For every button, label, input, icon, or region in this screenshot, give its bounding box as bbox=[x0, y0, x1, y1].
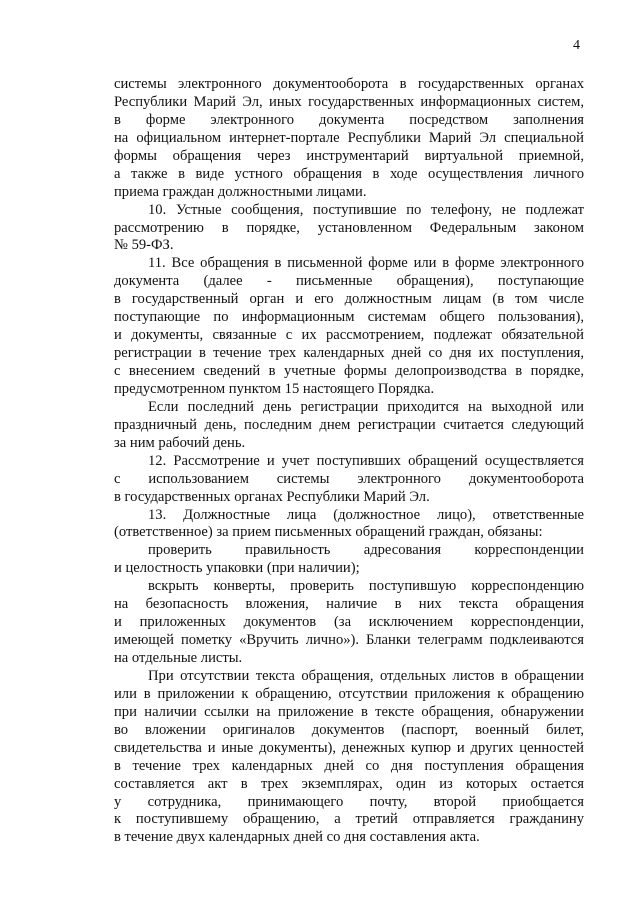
text-line: При отсутствии текста обращения, отдельных листов в обращении bbox=[148, 667, 584, 684]
text-line: в течение трех календарных дней со дня поступления обращения bbox=[114, 757, 584, 774]
text-line: проверить правильность адресования корреспонденции bbox=[148, 542, 584, 559]
text-line: и целостность упаковки (при наличии); bbox=[114, 560, 360, 577]
text-line: с использованием системы электронного документооборота bbox=[114, 470, 584, 487]
document-body bbox=[114, 76, 584, 847]
text-line: свидетельства и иные документы), денежных купюр и других ценностей bbox=[114, 739, 584, 756]
text-line: 12. Рассмотрение и учет поступивших обращений осуществляется bbox=[148, 452, 584, 469]
text-line: на отдельные листы. bbox=[114, 650, 243, 666]
text-line: вскрыть конверты, проверить поступившую корреспонденцию bbox=[148, 578, 584, 595]
text-line: приема граждан должностными лицами. bbox=[114, 183, 367, 200]
text-line: с внесением сведений в учетные формы делопроизводства в порядке, bbox=[114, 363, 584, 379]
text-line: к поступившему обращению, а третий отправляется гражданину bbox=[114, 811, 584, 828]
text-line: у сотрудника, принимающего почту, второй приобщается bbox=[114, 793, 584, 810]
text-line: праздничный день, последним днем регистрации считается следующий bbox=[114, 416, 584, 433]
text-line: Республики Марий Эл, иных государственных информационных систем, bbox=[114, 93, 584, 110]
text-line: составляется акт в трех экземплярах, один из которых остается bbox=[114, 775, 584, 792]
text-line: документа (далее - письменные обращения), поступающие bbox=[114, 273, 584, 290]
text-line: в государственный орган и его должностным лицам (в том числе bbox=[114, 291, 584, 308]
text-line: а также в виде устного обращения в ходе осуществления личного bbox=[114, 165, 584, 182]
text-line: Если последний день регистрации приходится на выходной или bbox=[148, 398, 584, 415]
text-line: при наличии ссылки на приложение в тексте обращения, обнаружении bbox=[114, 703, 584, 720]
text-line: в государственных органах Республики Марий Эл. bbox=[114, 488, 430, 505]
text-line: на официальном интернет-портале Республики Марий Эл специальной bbox=[114, 129, 584, 146]
text-line: № 59-ФЗ. bbox=[114, 237, 174, 254]
text-line: за ним рабочий день. bbox=[114, 434, 246, 451]
text-line: системы электронного документооборота в государственных органах bbox=[114, 76, 584, 92]
text-line: и приложенных документов (за исключением корреспонденции, bbox=[114, 614, 584, 631]
text-line: (ответственное) за прием письменных обращений граждан, обязаны: bbox=[114, 524, 543, 541]
text-line: регистрации в течение трех календарных дней со дня их поступления, bbox=[114, 345, 584, 362]
text-line: в форме электронного документа посредством заполнения bbox=[114, 111, 584, 128]
text-line: и документы, связанные с их рассмотрением, подлежат обязательной bbox=[114, 327, 584, 344]
text-line: в течение двух календарных дней со дня составления акта. bbox=[114, 829, 480, 846]
text-line: на безопасность вложения, наличие в них текста обращения bbox=[114, 596, 584, 613]
text-line: рассмотрению в порядке, установленном Федеральным законом bbox=[114, 219, 584, 236]
page-number: 4 bbox=[573, 38, 580, 53]
text-line: предусмотренном пунктом 15 настоящего Порядка. bbox=[114, 380, 435, 397]
text-line: 11. Все обращения в письменной форме или в форме электронного bbox=[148, 255, 584, 272]
text-line: 10. Устные сообщения, поступившие по телефону, не подлежат bbox=[148, 201, 584, 218]
text-line: 13. Должностные лица (должностное лицо), ответственные bbox=[148, 506, 584, 523]
text-line: имеющей пометку «Вручить лично»). Бланки телеграмм подклеиваются bbox=[114, 632, 584, 649]
text-line: формы обращения через инструментарий виртуальной приемной, bbox=[114, 147, 584, 164]
text-line: или в приложении к обращению, отсутствии приложения к обращению bbox=[114, 685, 584, 702]
text-line: во вложении оригиналов документов (паспорт, военный билет, bbox=[114, 721, 584, 738]
text-line: поступающие по информационным системам общего пользования), bbox=[114, 309, 584, 326]
